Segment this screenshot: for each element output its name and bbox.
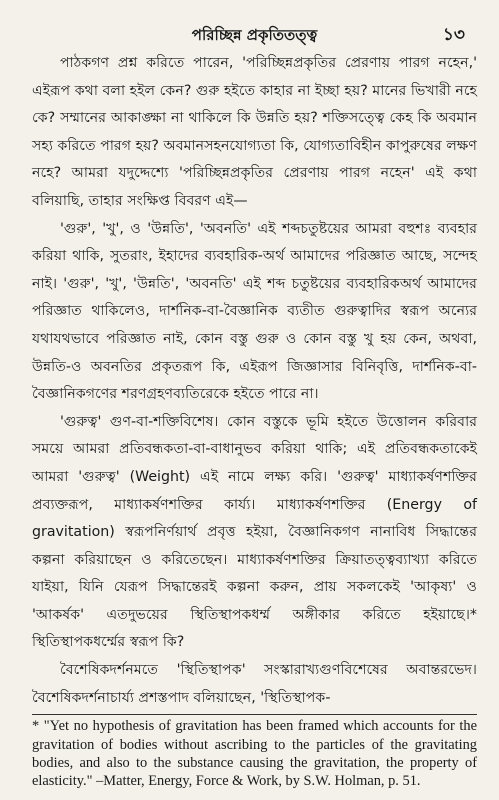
page-number: ১৩: [442, 25, 465, 45]
running-header: [32, 20, 477, 50]
paragraph-1: পাঠকগণ প্রশ্ন করিতে পারেন, 'পরিচ্ছিন্নপ্রকৃতির প্রেরণায় পারগ নহেন,' এইরূপ কথা বলা হইল কেন? গুরু হইতে কাহার না ইচ্ছা হয়? মানের ভিখারী নহে কে? সম্মানের আকাঙ্ক্ষা না থাকিলে কি উন্নতি হয়? শক্তিসত্ত্বে কেহ কি অবমান সহ্য করিতে পারগ হয়? অবমানসহনযোগ্যতা কি, যোগ্যতাবিহীন কাপুরুষের লক্ষণ নহে? আমরা যদুদ্দেশ্যে 'পরিচ্ছিন্নপ্রকৃতির প্রেরণায় পারগ নহেন' এই কথা বলিয়াছি, তাহার সংক্ষিপ্ত বিবরণ এই—: [32, 55, 477, 209]
running-title: পরিচ্ছিন্ন প্রকৃতিতত্ত্ব: [191, 26, 318, 44]
footnote: * "Yet no hypothesis of gravitation has been framed which accounts for the gravitation of bodies without ascribing to the particles of the gravitating bodies, and also to the substance causing the gravitation, the property of elasticity." –Matter, Energy, Force & Work, by S.W. Holman, p. 51.: [32, 718, 477, 790]
paragraph-4: বৈশেষিকদর্শনমতে 'স্থিতিস্থাপক' সংস্কারাখ্যগুণবিশেষের অবান্তরভেদ। বৈশেষিকদর্শনাচার্য্য প্রশস্তপাদ বলিয়াছেন, 'স্থিতিস্থাপক-: [32, 662, 477, 706]
footnote-divider: [32, 714, 477, 715]
paragraph-2: 'গুরু', 'খু', ও 'উন্নতি', 'অবনতি' এই শব্দচতুষ্টয়ের আমরা বহুশঃ ব্যবহার করিয়া থাকি, সুতরাং, ইহাদের ব্যবহারিক-অর্থ আমাদের পরিজ্ঞাত আছে, সন্দেহ নাই। 'গুরু', 'খু', 'উন্নতি', 'অবনতি' এই শব্দ চতুষ্টয়ের ব্যবহারিকঅর্থ আমাদের পরিজ্ঞাত থাকিলেও, দার্শনিক-বা-বৈজ্ঞানিক ব্যতীত গুরুত্বাদির স্বরূপ অন্যের যথাযথভাবে পরিজ্ঞাত নাই, কোন বস্তু গুরু ও কোন বস্তু খু হয় কেন, অথবা, উন্নতি-ও অবনতির প্রকৃতরূপ কি, এইরূপ জিজ্ঞাসার বিনিবৃত্তি, দার্শনিক-বা-বৈজ্ঞানিকগণের শরণগ্রহণব্যতিরেকে হইতে পারে না।: [32, 220, 477, 403]
body-text: [32, 50, 477, 712]
paragraph-3: 'গুরুত্ব' গুণ-বা-শক্তিবিশেষ। কোন বস্তুকে ভূমি হইতে উত্তোলন করিবার সময়ে আমরা প্রতিবন্ধকতা-বা-বাধানুভব করিয়া থাকি; এই প্রতিবন্ধকতাকেই আমরা 'গুরুত্ব' (Weight) এই নামে লক্ষ্য করি। 'গুরুত্ব' মাধ্যাকর্ষণশক্তির প্রব্যক্তরূপ, মাধ্যাকর্ষণশক্তির কার্য্য। মাধ্যাকর্ষণশক্তির (Energy of gravitation) স্বরূপনির্ণয়ার্থ প্রবৃত্ত হইয়া, বৈজ্ঞানিকগণ নানাবিধ সিদ্ধান্তের কল্পনা করিয়াছেন ও করিতেছেন। মাধ্যাকর্ষণশক্তির ক্রিয়াতত্ত্বব্যাখ্যা করিতে যাইয়া, যিনি যেরূপ সিদ্ধান্তেরই কল্পনা করুন, প্রায় সকলকেই 'আকৃষ্য' ও 'আকর্ষক' এতদুভয়ের স্থিতিস্থাপকধর্ম্ম অঙ্গীকার করিতে হইয়াছে।* স্থিতিস্থাপকধর্ম্মের স্বরূপ কি?: [32, 413, 477, 651]
